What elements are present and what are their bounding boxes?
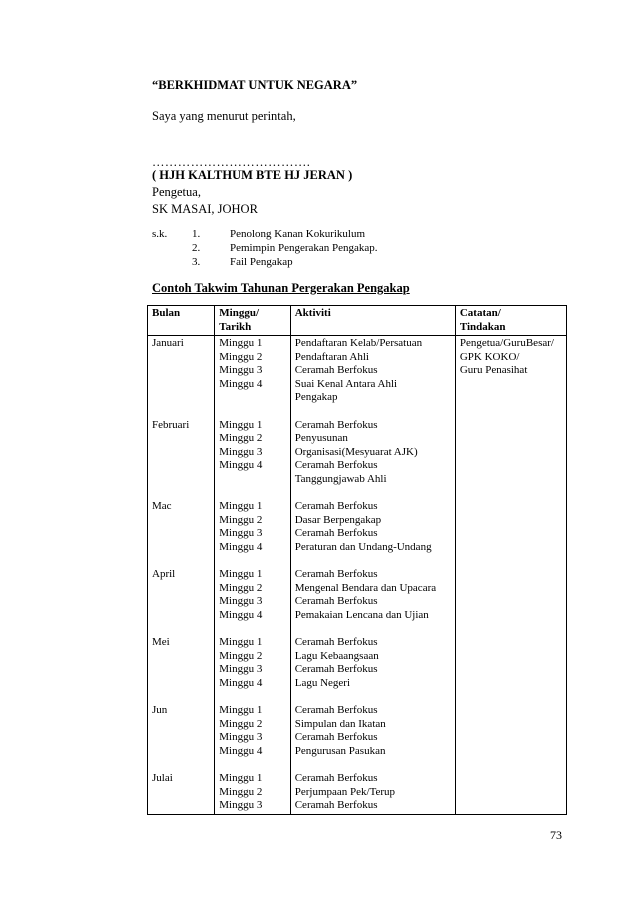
cell-minggu-line: Minggu 4: [219, 540, 263, 553]
cell-minggu-line: Minggu 2: [219, 581, 263, 594]
cell-catatan: [455, 771, 566, 814]
cell-catatan-line: Pengetua/GuruBesar/: [459, 337, 554, 349]
cell-bulan: Februari: [148, 418, 215, 500]
cell-minggu: [215, 418, 290, 500]
sk-item-text: Pemimpin Pengerakan Pengakap.: [230, 242, 378, 254]
header-bulan: Bulan: [148, 306, 215, 336]
cell-aktiviti-line: Simpulan dan Ikatan: [294, 717, 386, 730]
cell-aktiviti-line: Ceramah Berfokus: [294, 568, 378, 580]
cell-aktiviti: [290, 499, 455, 567]
table-row: [148, 567, 567, 635]
cell-aktiviti: [290, 567, 455, 635]
cell-bulan: Mei: [148, 635, 215, 703]
header-catatan-line: Tindakan: [459, 320, 506, 333]
sk-item-number: 2.: [192, 242, 201, 254]
sk-list: [152, 227, 378, 269]
cell-aktiviti-line: Lagu Negeri: [294, 676, 350, 689]
cell-bulan: April: [148, 567, 215, 635]
cell-aktiviti-line: Ceramah Berfokus: [294, 459, 378, 471]
table-row: [148, 499, 567, 567]
table-header-row: [148, 306, 567, 336]
cell-minggu: [215, 703, 290, 771]
cell-aktiviti-line: Ceramah Berfokus: [294, 704, 378, 716]
cell-aktiviti: [290, 418, 455, 500]
table-row: [148, 635, 567, 703]
cell-minggu-line: Minggu 2: [219, 432, 263, 444]
cell-minggu-line: Minggu 4: [219, 744, 263, 757]
page-number: 73: [550, 828, 562, 842]
cell-catatan-line: GPK KOKO/: [459, 350, 520, 363]
header-minggu-line: Minggu/: [219, 307, 260, 319]
cell-minggu-line: Minggu 1: [219, 337, 263, 349]
signatory-block: [152, 167, 352, 218]
cell-catatan: [455, 703, 566, 771]
sk-item: [152, 241, 378, 255]
signatory-name: ( HJH KALTHUM BTE HJ JERAN ): [152, 168, 353, 182]
cell-bulan: Januari: [148, 336, 215, 418]
cell-minggu-line: Minggu 3: [219, 364, 263, 376]
signatory-title: Pengetua,: [152, 185, 201, 199]
cell-aktiviti: [290, 771, 455, 814]
header-catatan-line: Catatan/: [459, 307, 501, 319]
sk-label: s.k.: [152, 228, 168, 240]
cell-aktiviti: [290, 336, 455, 418]
cell-minggu-line: Minggu 2: [219, 513, 263, 526]
cell-aktiviti-line: Ceramah Berfokus: [294, 595, 378, 607]
sk-item-text: Penolong Kanan Kokurikulum: [230, 228, 366, 240]
cell-catatan: [455, 418, 566, 500]
closing-line: Saya yang menurut perintah,: [152, 109, 296, 123]
cell-catatan: [455, 499, 566, 567]
cell-minggu: [215, 499, 290, 567]
cell-catatan: [455, 567, 566, 635]
header-catatan: [455, 306, 566, 336]
cell-aktiviti-line: Ceramah Berfokus: [294, 772, 378, 784]
cell-minggu-line: Minggu 1: [219, 772, 263, 784]
cell-aktiviti-line: Ceramah Berfokus: [294, 500, 378, 512]
cell-catatan: [455, 336, 566, 418]
cell-aktiviti: [290, 703, 455, 771]
cell-aktiviti-line: Penyusunan: [294, 432, 348, 444]
cell-minggu-line: Minggu 3: [219, 445, 263, 458]
cell-minggu-line: Minggu 1: [219, 704, 263, 716]
cell-aktiviti-line: Ceramah Berfokus: [294, 418, 378, 431]
cell-minggu: [215, 771, 290, 814]
cell-minggu-line: Minggu 2: [219, 350, 263, 363]
cell-minggu-line: Minggu 2: [219, 649, 263, 662]
cell-aktiviti-line: Ceramah Berfokus: [294, 636, 378, 648]
header-minggu-line: Tarikh: [219, 320, 252, 333]
cell-minggu-line: Minggu 1: [219, 568, 263, 580]
sk-item-number: 3.: [192, 256, 201, 268]
cell-aktiviti-line: Perjumpaan Pek/Terup: [294, 785, 396, 798]
table-heading: Contoh Takwim Tahunan Pergerakan Pengakap: [152, 281, 410, 295]
cell-minggu-line: Minggu 3: [219, 663, 263, 675]
cell-aktiviti-line: Mengenal Bendara dan Upacara: [294, 581, 437, 594]
cell-minggu: [215, 635, 290, 703]
cell-bulan: Jun: [148, 703, 215, 771]
cell-aktiviti-line: Pendaftaran Ahli: [294, 350, 369, 363]
cell-minggu-line: Minggu 3: [219, 799, 263, 811]
cell-aktiviti-line: Pemakaian Lencana dan Ujian: [294, 608, 429, 621]
signatory-school: SK MASAI, JOHOR: [152, 202, 258, 216]
header-minggu: [215, 306, 290, 336]
takwim-table: [147, 305, 567, 815]
cell-aktiviti-line: Pendaftaran Kelab/Persatuan: [294, 337, 423, 349]
cell-aktiviti-line: Pengurusan Pasukan: [294, 744, 386, 757]
sk-item: [152, 227, 378, 241]
table-row: [148, 336, 567, 418]
sk-item-text: Fail Pengakap: [230, 256, 293, 268]
table-row: [148, 703, 567, 771]
cell-minggu-line: Minggu 1: [219, 418, 263, 431]
cell-minggu-line: Minggu 3: [219, 731, 263, 743]
cell-aktiviti-line: Lagu Kebaangsaan: [294, 649, 379, 662]
cell-minggu: [215, 567, 290, 635]
cell-aktiviti: [290, 635, 455, 703]
cell-minggu-line: Minggu 4: [219, 608, 263, 621]
table-row: [148, 418, 567, 500]
motto: “BERKHIDMAT UNTUK NEGARA”: [152, 78, 358, 92]
cell-minggu-line: Minggu 1: [219, 636, 263, 648]
cell-aktiviti-line: Organisasi(Mesyuarat AJK): [294, 445, 418, 458]
cell-aktiviti-line: Ceramah Berfokus: [294, 663, 378, 675]
cell-catatan-line: Guru Penasihat: [459, 364, 528, 376]
cell-aktiviti-line: Tanggungjawab Ahli: [294, 472, 387, 485]
signature-line: ……………………………….: [152, 155, 311, 169]
cell-minggu-line: Minggu 3: [219, 595, 263, 607]
cell-minggu-line: Minggu 4: [219, 676, 263, 689]
cell-minggu-line: Minggu 2: [219, 785, 263, 798]
cell-minggu-line: Minggu 4: [219, 459, 263, 471]
cell-aktiviti-line: Ceramah Berfokus: [294, 799, 378, 811]
header-aktiviti: Aktiviti: [290, 306, 455, 336]
sk-item: [152, 255, 378, 269]
cell-minggu-line: Minggu 2: [219, 717, 263, 730]
cell-aktiviti-line: Peraturan dan Undang-Undang: [294, 540, 432, 553]
cell-minggu-line: Minggu 3: [219, 527, 263, 539]
cell-aktiviti-line: Ceramah Berfokus: [294, 527, 378, 539]
sk-item-number: 1.: [192, 228, 201, 240]
cell-aktiviti-line: Suai Kenal Antara Ahli: [294, 377, 398, 390]
cell-bulan: Julai: [148, 771, 215, 814]
cell-bulan: Mac: [148, 499, 215, 567]
cell-aktiviti-line: Dasar Berpengakap: [294, 513, 382, 526]
cell-catatan: [455, 635, 566, 703]
table-row: [148, 771, 567, 814]
table-body: [148, 336, 567, 815]
cell-minggu-line: Minggu 1: [219, 500, 263, 512]
cell-aktiviti-line: Pengakap: [294, 391, 338, 403]
cell-aktiviti-line: Ceramah Berfokus: [294, 731, 378, 743]
cell-aktiviti-line: Ceramah Berfokus: [294, 364, 378, 376]
cell-minggu-line: Minggu 4: [219, 377, 263, 390]
cell-minggu: [215, 336, 290, 418]
